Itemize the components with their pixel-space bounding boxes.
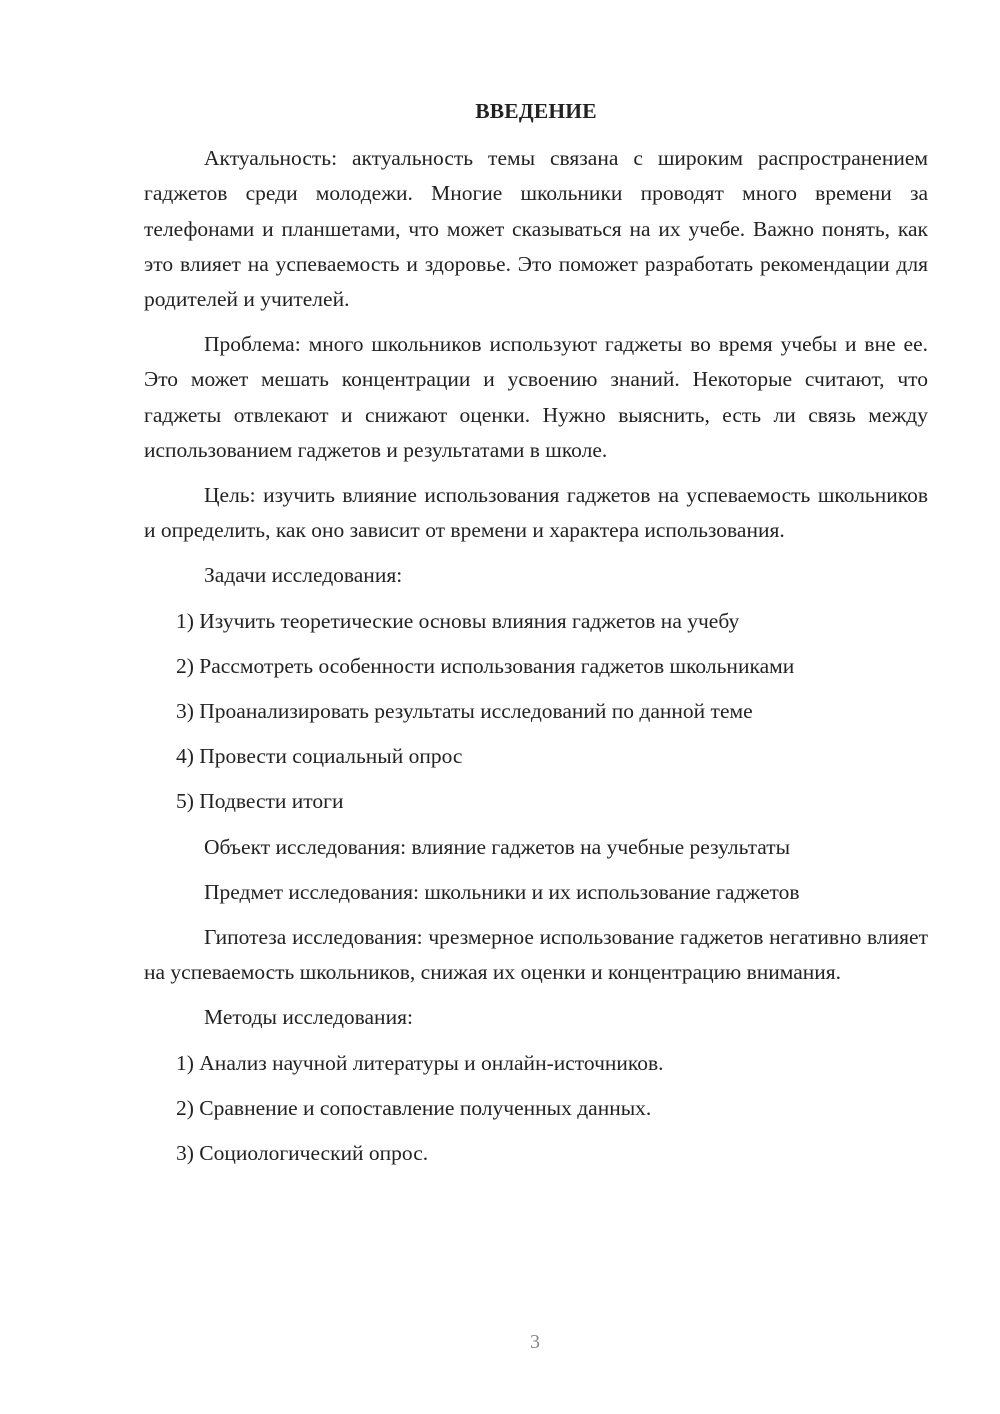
list-item: 3) Проанализировать результаты исследований по данной теме xyxy=(176,699,753,724)
list-item: 5) Подвести итоги xyxy=(176,789,344,814)
goal-paragraph: Цель: изучить влияние использования гаджетов на успеваемость школьников и определить, как оно зависит от времени и характера использования. xyxy=(144,483,928,543)
tasks-heading: Задачи исследования: xyxy=(204,563,403,588)
tasks-list xyxy=(144,604,928,820)
methods-heading: Методы исследования: xyxy=(204,1005,413,1030)
list-item: 3) Социологический опрос. xyxy=(176,1141,429,1166)
object-paragraph: Объект исследования: влияние гаджетов на учебные результаты xyxy=(204,834,791,859)
page-number: 3 xyxy=(530,1331,540,1353)
list-item: 2) Рассмотреть особенности использования гаджетов школьниками xyxy=(176,653,795,678)
hypothesis-paragraph: Гипотеза исследования: чрезмерное использование гаджетов негативно влияет на успеваемость школьников, снижая их оценки и концентрацию внимания. xyxy=(144,925,928,985)
list-item: 4) Провести социальный опрос xyxy=(176,744,463,769)
list-item: 1) Анализ научной литературы и онлайн-источников. xyxy=(176,1050,664,1075)
page-content xyxy=(144,94,928,1181)
problem-paragraph: Проблема: много школьников используют гаджеты во время учебы и вне ее. Это может мешать концентрации и усвоению знаний. Некоторые считают, что гаджеты отвлекают и снижают оценки. Нужно выяснить, есть ли связь между использованием гаджетов и результатами в школе. xyxy=(144,332,928,462)
page-title: ВВЕДЕНИЕ xyxy=(475,99,597,123)
list-item: 2) Сравнение и сопоставление полученных данных. xyxy=(176,1095,652,1120)
methods-list xyxy=(144,1046,928,1172)
relevance-paragraph: Актуальность: актуальность темы связана с широким распространением гаджетов среди молодежи. Многие школьники проводят много времени за телефонами и планшетами, что может сказываться на их учебе. Важно понять, как это влияет на успеваемость и здоровье. Это поможет разработать рекомендации для родителей и учителей. xyxy=(144,146,928,312)
subject-paragraph: Предмет исследования: школьники и их использование гаджетов xyxy=(204,879,800,904)
list-item: 1) Изучить теоретические основы влияния гаджетов на учебу xyxy=(176,608,740,633)
